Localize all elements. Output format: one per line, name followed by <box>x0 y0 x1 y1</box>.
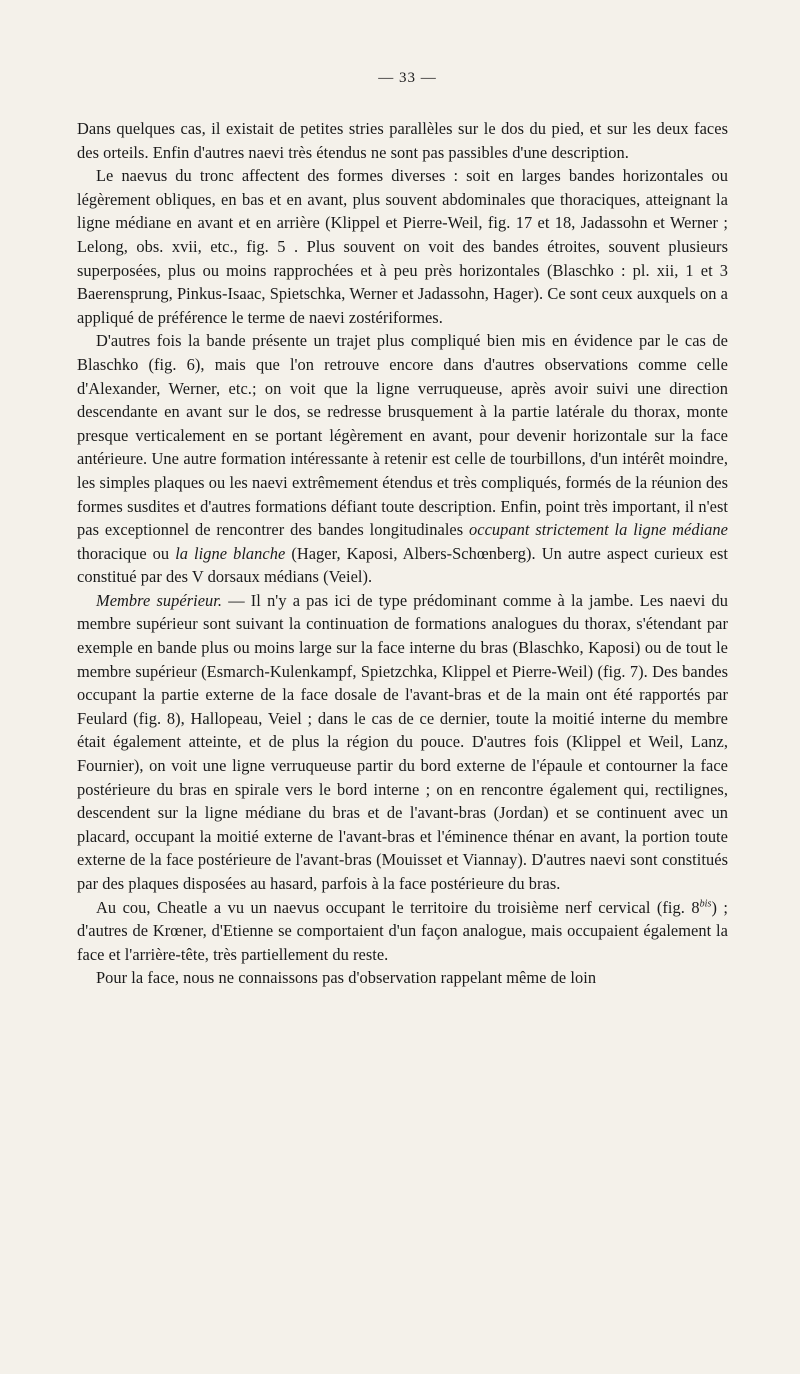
paragraph <box>77 164 728 329</box>
text-segment: Le naevus du tronc affectent des formes diverses : soit en larges bandes horizontales ou légèrement obliques, en bas et en avant, plus souvent abdominales que thoraciques, atteignant la ligne médiane en avant et en arrière (Klippel et Pierre-Weil, fig. 17 et 18, Jadassohn et Werner ; Lelong, obs. xvii, etc., fig. 5 . Plus souvent on voit des bandes étroites, souvent plusieurs superposées, plus ou moins rapprochées et à peu près horizontales (Blaschko : pl. xii, 1 et 3 Baerensprung, Pinkus-Isaac, Spietschka, Werner et Jadassohn, Hager). Ce sont ceux auxquels on a appliqué de préférence le terme de naevi zostériformes. <box>77 166 728 327</box>
text-segment: Dans quelques cas, il existait de petites stries parallèles sur le dos du pied, et sur les deux faces des orteils. Enfin d'autres naevi très étendus ne sont pas passibles d'une description. <box>77 119 728 162</box>
text-segment: D'autres fois la bande présente un trajet plus compliqué bien mis en évidence par le cas de Blaschko (fig. 6), mais que l'on retrouve encore dans d'autres observations comme celle d'Alexander, Werner, etc.; on voit que la ligne verruqueuse, après avoir suivi une direction descendante en avant sur le dos, se redresse brusquement à la partie latérale du thorax, monte presque verticalement en se portant légèrement en avant, pour devenir horizontale sur la face antérieure. Une autre formation intéressante à retenir est celle de tourbillons, d'un intérêt moindre, les simples plaques ou les naevi extrêmement étendus et très compliqués, formés de la réunion des formes susdites et d'autres formations défiant toute description. Enfin, point très important, il n'est pas exceptionnel de rencontrer des bandes longitudinales <box>77 331 728 540</box>
superscript-text: bis <box>699 898 712 910</box>
paragraph <box>77 896 728 967</box>
body-text <box>77 117 728 990</box>
paragraph <box>77 117 728 164</box>
paragraph <box>77 589 728 896</box>
text-segment: thoracique ou <box>77 543 176 563</box>
text-segment: — Il n'y a pas ici de type prédominant comme à la jambe. Les naevi du membre supérieur sont suivant la continuation de formations analogues du thorax, s'étendant par exemple en bande plus ou moins large sur la face interne du bras (Blaschko, Kaposi) ou de tout le membre supérieur (Esmarch-Kulenkampf, Spietzchka, Klippel et Pierre-Weil) (fig. 7). Des bandes occupant la partie externe de la face dosale de l'avant-bras et de la main ont été rapportés par Feulard (fig. 8), Hallopeau, Veiel ; dans le cas de ce dernier, toute la moitié interne du membre était également atteinte, et de plus la région du pouce. D'autres fois (Klippel et Weil, Lanz, Fournier), on voit une ligne verruqueuse partir du bord externe de l'épaule et contourner la face postérieure du bras en spirale vers le bord interne ; on en rencontre également qui, rectilignes, descendent sur la ligne médiane du bras et de l'avant-bras (Jordan) et se continuent avec un placard, occupant la moitié externe de l'avant-bras et l'éminence thénar en avant, la portion toute externe de la face postérieure de l'avant-bras (Mouisset et Viannay). D'autres naevi sont constitués par des plaques disposées au hasard, parfois à la face postérieure du bras. <box>77 590 728 893</box>
italic-text: la ligne blanche <box>175 543 286 563</box>
text-segment: Au cou, Cheatle a vu un naevus occupant le territoire du troisième nerf cervical (fig. 8 <box>96 897 700 917</box>
text-segment: Pour la face, nous ne connaissons pas d'observation rappelant même de loin <box>96 968 597 988</box>
paragraph <box>77 329 728 589</box>
paragraph <box>77 966 728 990</box>
italic-text: occupant strictement la ligne médiane <box>469 520 728 540</box>
text-segment: ) ; d'autres de Krœner, d'Etienne se comportaient d'un façon analogue, mais occupaient également la face et l'arrière-tête, très partiellement du reste. <box>77 897 728 964</box>
page-number: — 33 — <box>378 70 437 86</box>
italic-text: Membre supérieur. <box>96 590 223 610</box>
text-segment: (Hager, Kaposi, Albers-Schœnberg). Un autre aspect curieux est constitué par des V dorsaux médians (Veiel). <box>77 543 728 587</box>
